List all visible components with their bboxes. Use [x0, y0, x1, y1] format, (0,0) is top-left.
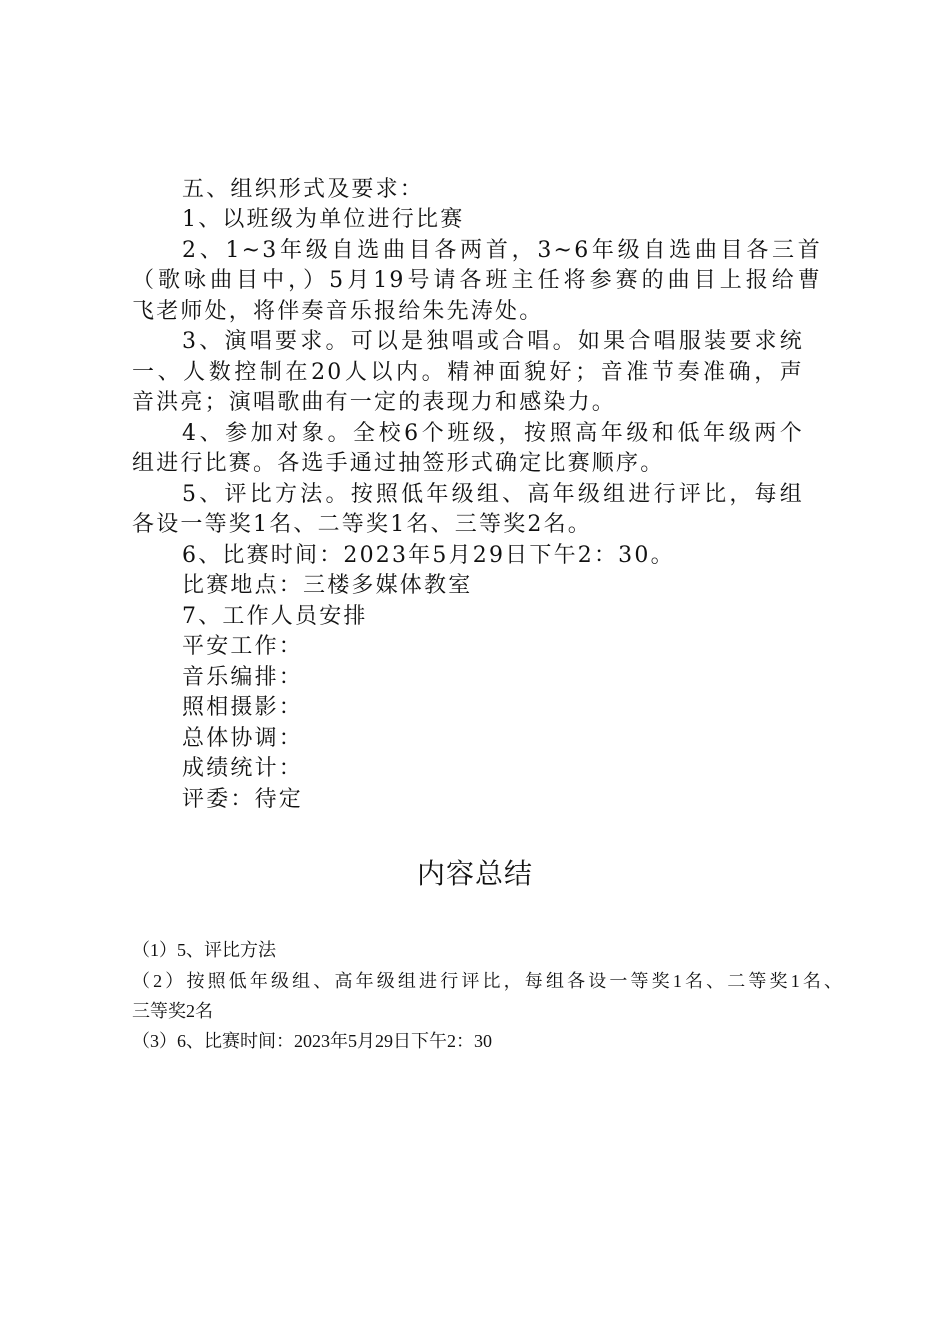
item-4-line-1: 4、参加对象。全校6个班级，按照高年级和低年级两个 [182, 421, 804, 446]
staff-coordination: 总体协调： [182, 726, 304, 751]
item-5-line-2: 各设一等奖1名、二等奖1名、三等奖2名。 [132, 512, 592, 537]
staff-safety: 平安工作： [182, 634, 304, 659]
item-2-line-1: 2、1~3年级自选曲目各两首，3~6年级自选曲目各三首 [182, 238, 822, 263]
item-6: 6、比赛时间：2023年5月29日下午2：30。 [182, 543, 675, 568]
summary-point-3: （3）6、比赛时间：2023年5月29日下午2：30 [132, 1031, 492, 1051]
summary-title: 内容总结 [416, 857, 533, 890]
staff-music: 音乐编排： [182, 665, 304, 690]
summary-point-2-line-2: 三等奖2名 [132, 1001, 213, 1021]
summary-point-1: （1）5、评比方法 [132, 940, 276, 960]
item-3-line-2: 一、人数控制在20人以内。精神面貌好；音准节奏准确，声 [132, 360, 804, 385]
staff-scoring: 成绩统计： [182, 756, 304, 781]
staff-judges: 评委：待定 [182, 787, 304, 812]
item-3-line-3: 音洪亮；演唱歌曲有一定的表现力和感染力。 [132, 390, 617, 415]
section-heading: 五、组织形式及要求： [182, 177, 425, 202]
item-7: 7、工作人员安排 [182, 604, 368, 629]
venue: 比赛地点：三楼多媒体教室 [182, 573, 473, 598]
staff-photo: 照相摄影： [182, 695, 304, 720]
item-5-line-1: 5、评比方法。按照低年级组、高年级组进行评比，每组 [182, 482, 804, 507]
summary-point-2-line-1: （2）按照低年级组、高年级组进行评比，每组各设一等奖1名、二等奖1名、 [132, 971, 842, 991]
item-1: 1、以班级为单位进行比赛 [182, 207, 465, 232]
item-3-line-1: 3、演唱要求。可以是独唱或合唱。如果合唱服装要求统 [182, 329, 804, 354]
item-2-line-2: （歌咏曲目中，）5月19号请各班主任将参赛的曲目上报给曹 [132, 268, 822, 293]
item-4-line-2: 组进行比赛。各选手通过抽签形式确定比赛顺序。 [132, 451, 665, 476]
item-2-line-3: 飞老师处，将伴奏音乐报给朱先涛处。 [132, 299, 544, 324]
